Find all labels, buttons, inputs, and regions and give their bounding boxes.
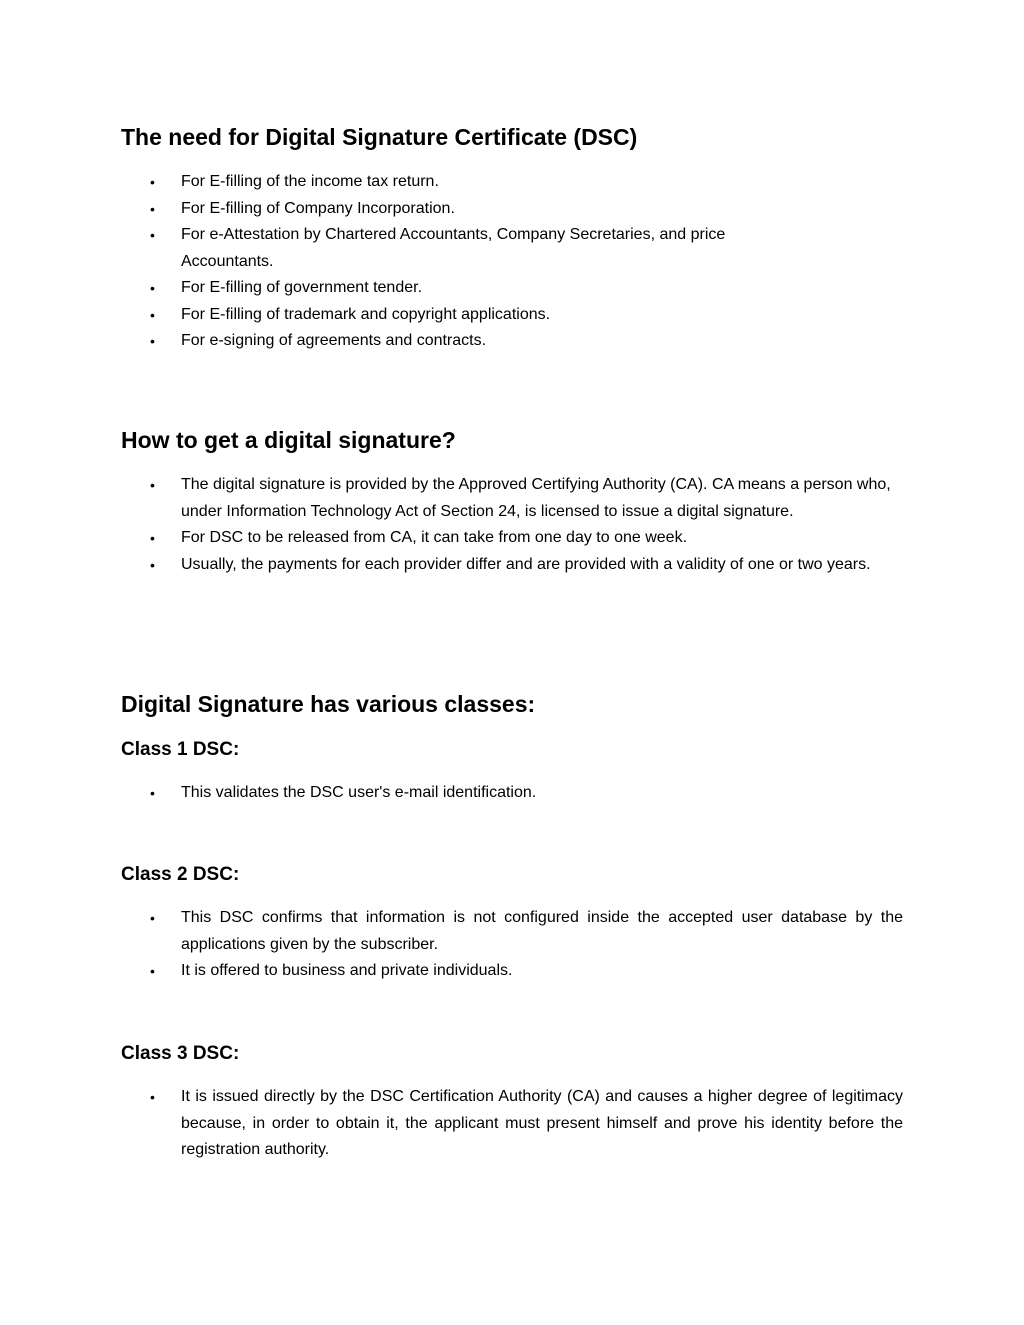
bullet-icon: • (150, 1089, 155, 1105)
list-item: • For E-filling of government tender. (0, 275, 903, 302)
section-heading-classes: Digital Signature has various classes: (121, 691, 536, 717)
list-item: • For E-filling of trademark and copyright applications. (0, 302, 903, 329)
how-to-get-list (0, 472, 903, 578)
class-3-heading: Class 3 DSC: (121, 1043, 240, 1064)
bullet-icon: • (150, 910, 155, 926)
class-2-heading: Class 2 DSC: (121, 864, 240, 885)
bullet-icon: • (150, 200, 155, 217)
bullet-icon: • (150, 306, 155, 323)
class-1-heading: Class 1 DSC: (121, 739, 240, 760)
class-1-list (0, 780, 903, 807)
bullet-icon: • (150, 280, 155, 296)
list-item: • The digital signature is provided by the Approved Certifying Authority (CA). CA means a person who, under Information Technology Act of Section 24, is licensed to issue a digital signature. (0, 472, 903, 525)
bullet-icon: • (150, 174, 155, 190)
class-3-list (0, 1084, 903, 1164)
bullet-icon: • (150, 333, 155, 349)
list-item: • For e-signing of agreements and contracts. (0, 328, 903, 355)
bullet-icon: • (150, 556, 155, 573)
bullet-icon: • (150, 477, 155, 493)
bullet-icon: • (150, 530, 155, 546)
dsc-need-list (0, 169, 903, 355)
list-item: • Usually, the payments for each provider differ and are provided with a validity of one or two years. (0, 552, 903, 579)
list-item: • It is issued directly by the DSC Certification Authority (CA) and causes a higher degree of legitimacy because, in order to obtain it, the applicant must present himself and prove his identity before the registration authority. (0, 1084, 903, 1164)
list-item: • For E-filling of Company Incorporation. (0, 196, 903, 223)
class-2-list (0, 905, 903, 985)
list-item: • For DSC to be released from CA, it can take from one day to one week. (0, 525, 903, 552)
section-heading-how-to-get: How to get a digital signature? (121, 427, 456, 453)
list-item: • This validates the DSC user's e-mail identification. (0, 780, 903, 807)
list-item: • This DSC confirms that information is not configured inside the accepted user database by the applications given by the subscriber. (0, 905, 903, 958)
list-item: • It is offered to business and private individuals. (0, 958, 903, 985)
bullet-icon: • (150, 963, 155, 979)
bullet-icon: • (150, 227, 155, 243)
section-heading-dsc-need: The need for Digital Signature Certificate (DSC) (121, 124, 638, 150)
list-item: • For E-filling of the income tax return. (0, 169, 903, 196)
list-item: • For e-Attestation by Chartered Accountants, Company Secretaries, and price Accountants. (0, 222, 821, 275)
bullet-icon: • (150, 785, 155, 801)
